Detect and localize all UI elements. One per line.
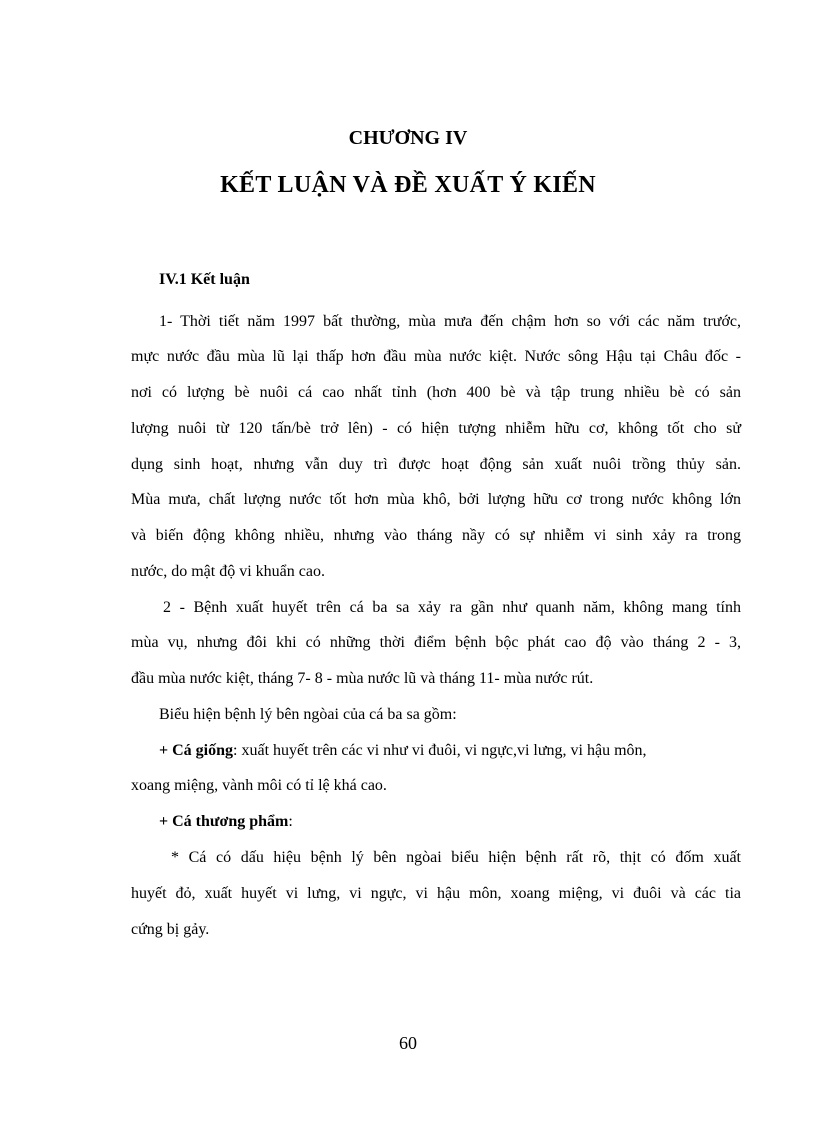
ca-thuong-pham-colon: : <box>288 813 293 830</box>
para5-line <box>159 812 293 832</box>
para3-line: Biểu hiện bệnh lý bên ngòai của cá ba sa gồm: <box>159 706 457 723</box>
para1-line: nước, do mật độ vi khuẩn cao. <box>131 563 325 580</box>
para2-line: đầu mùa nước kiệt, tháng 7- 8 - mùa nước lũ và tháng 11- mùa nước rút. <box>131 670 594 687</box>
para1-line: và biến động không nhiều, nhưng vào tháng nầy có sự nhiễm vi sinh xảy ra trong <box>131 527 741 544</box>
para2-line: mùa vụ, nhưng đôi khi có những thời điểm bệnh bộc phát cao độ vào tháng 2 - 3, <box>131 634 741 651</box>
para1-line: Mùa mưa, chất lượng nước tốt hơn mùa khô, bởi lượng hữu cơ trong nước không lớn <box>131 491 741 508</box>
para1-line: mực nước đầu mùa lũ lại thấp hơn đầu mùa nước kiệt. Nước sông Hậu tại Châu đốc - <box>131 348 741 365</box>
para6-line: * Cá có dấu hiệu bệnh lý bên ngòai biểu hiện bệnh rất rõ, thịt có đốm xuất <box>171 849 741 866</box>
para1-line: lượng nuôi từ 120 tấn/bè trở lên) - có hiện tượng nhiễm hữu cơ, không tốt cho sử <box>131 420 741 437</box>
para2-line: 2 - Bệnh xuất huyết trên cá ba sa xảy ra gần như quanh năm, không mang tính <box>163 599 741 616</box>
ca-thuong-pham-label: + Cá thương phẩm <box>159 813 289 830</box>
chapter-title: KẾT LUẬN VÀ ĐỀ XUẤT Ý KIẾN <box>220 172 596 198</box>
ca-giong-label: + Cá giống <box>159 742 234 759</box>
chapter-number: CHƯƠNG IV <box>348 127 468 149</box>
para4-line: xoang miệng, vành môi có tỉ lệ khá cao. <box>131 777 387 794</box>
para1-line: 1- Thời tiết năm 1997 bất thường, mùa mưa đến chậm hơn so với các năm trước, <box>159 313 741 330</box>
para1-line: dụng sinh hoạt, nhưng vẫn duy trì được hoạt động sản xuất nuôi trồng thủy sản. <box>131 456 741 473</box>
para4-line <box>159 741 647 761</box>
para6-line: huyết đỏ, xuất huyết vi lưng, vi ngực, vi hậu môn, xoang miệng, vi đuôi và các tia <box>131 885 741 902</box>
ca-giong-text: : xuất huyết trên các vi như vi đuôi, vi ngực,vi lưng, vi hậu môn, <box>233 742 647 759</box>
section-heading: IV.1 Kết luận <box>159 271 250 288</box>
para1-line: nơi có lượng bè nuôi cá cao nhất tỉnh (hơn 400 bè và tập trung nhiều bè có sản <box>131 384 741 401</box>
page-number: 60 <box>399 1033 417 1053</box>
para6-line: cứng bị gảy. <box>131 921 210 938</box>
